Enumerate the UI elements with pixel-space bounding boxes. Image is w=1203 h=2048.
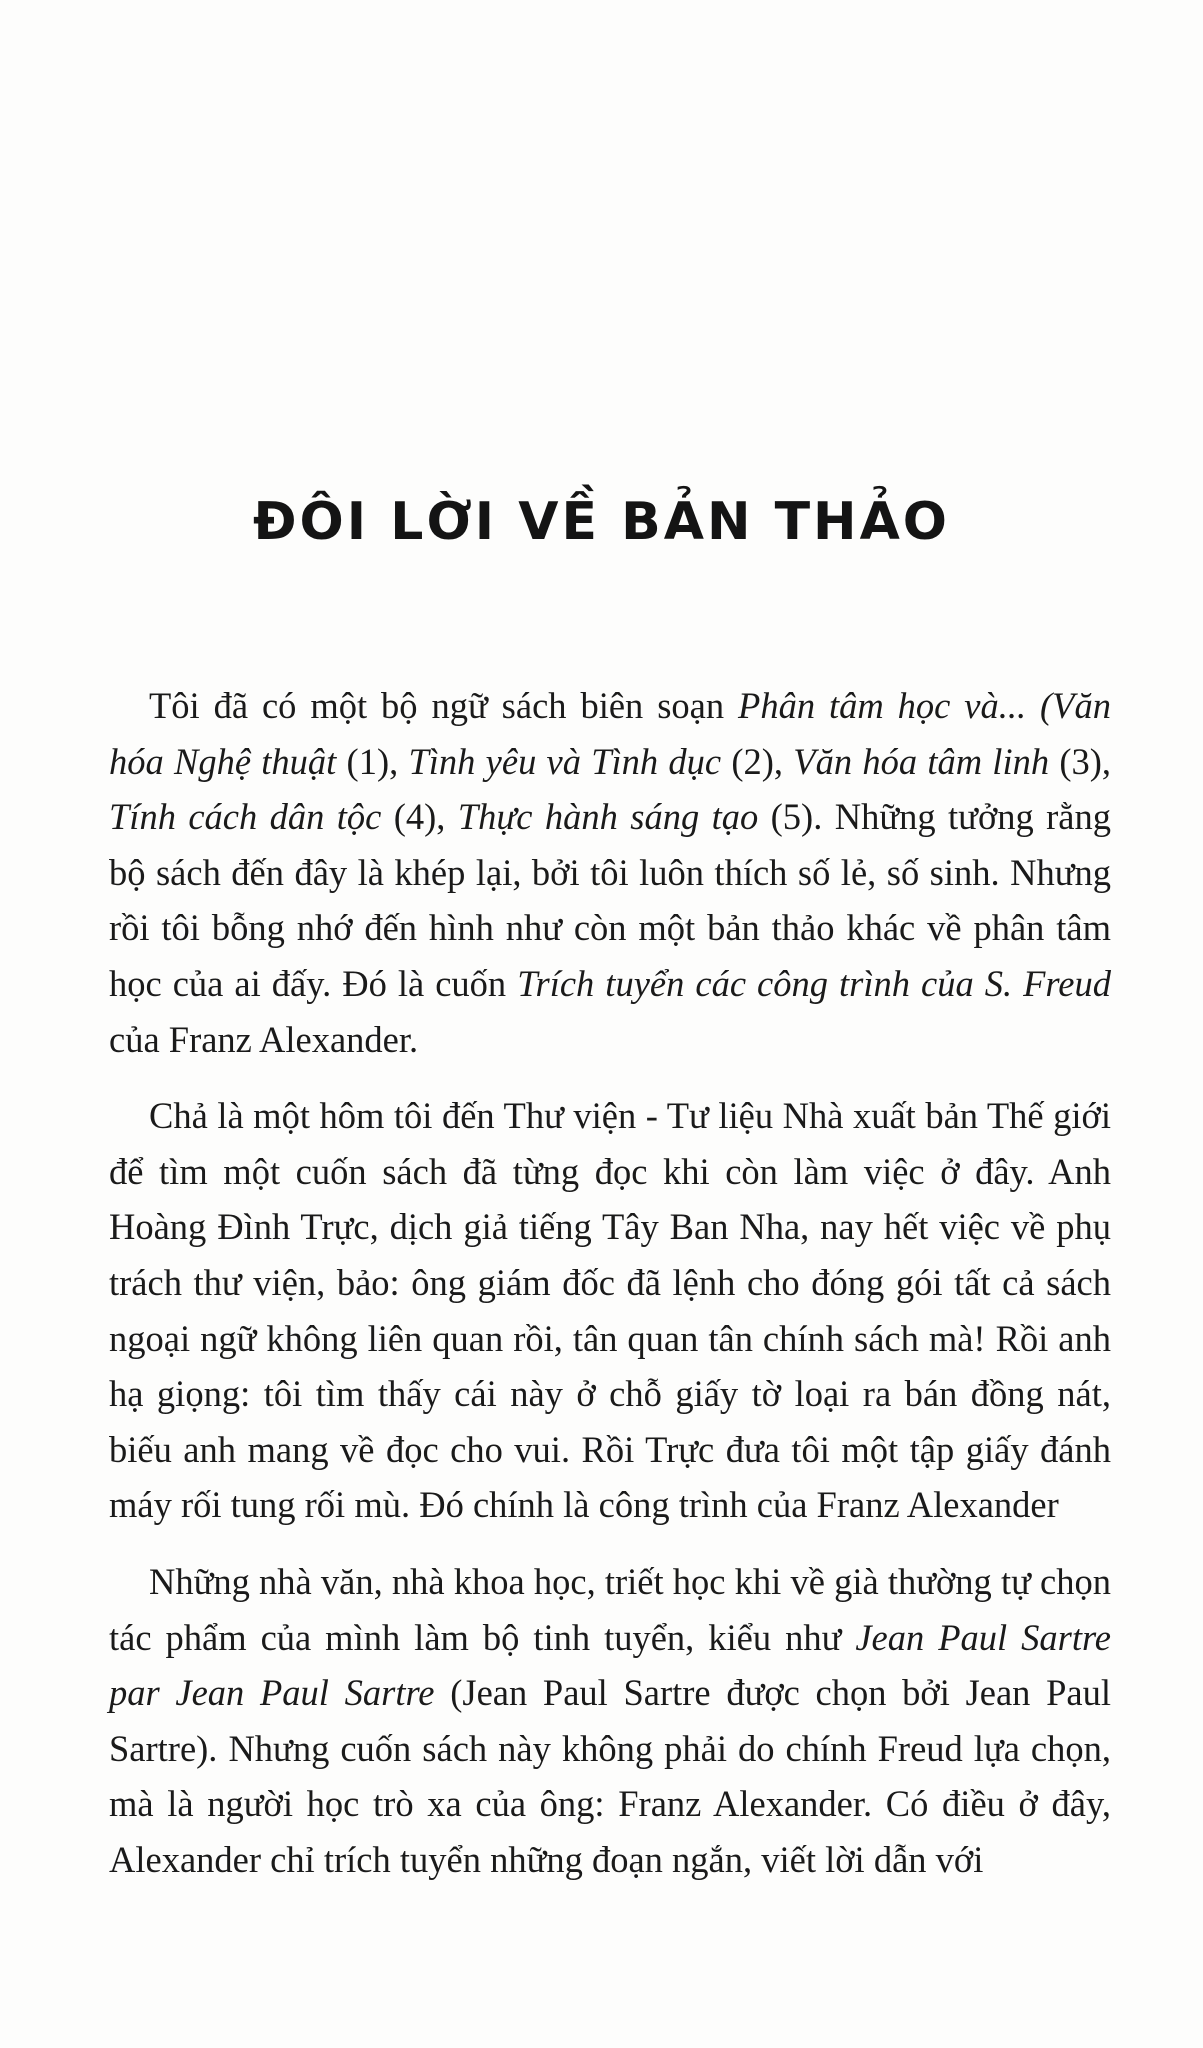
body-text: [109, 678, 1111, 1887]
italic-text-segment: Phân tâm học và... (Văn hóa Nghệ thuật: [109, 685, 1111, 782]
text-segment: (5). Những tưởng rằng bộ sách đến đây là khép lại, bởi tôi luôn thích số lẻ, số sinh. Nhưng rồi tôi bỗng nhớ đến hình như còn một bản thảo khác về phân tâm học của ai đấy. Đó là cuốn: [109, 796, 1111, 1004]
text-segment: Những nhà văn, nhà khoa học, triết học khi về già thường tự chọn tác phẩm của mình làm bộ tinh tuyển, kiểu như: [109, 1560, 1111, 1658]
italic-text-segment: Tính cách dân tộc: [109, 796, 382, 838]
paragraph: [109, 678, 1111, 1067]
text-segment: (4),: [381, 796, 458, 838]
italic-text-segment: Tình yêu và Tình dục: [408, 740, 722, 782]
text-segment: (Jean Paul Sartre được chọn bởi Jean Paul Sartre). Nhưng cuốn sách này không phải do chính Freud lựa chọn, mà là người học trò xa của ông: Franz Alexander. Có điều ở đây, Alexander chỉ trích tuyển những đoạn ngắn, viết lời dẫn với: [109, 1672, 1112, 1880]
text-segment: (3),: [1049, 740, 1112, 782]
text-segment: Tôi đã có một bộ ngữ sách biên soạn: [149, 685, 739, 726]
paragraph: [109, 1554, 1111, 1888]
text-segment: của Franz Alexander.: [109, 1018, 419, 1060]
italic-text-segment: Trích tuyển các công trình của S. Freud: [517, 962, 1111, 1004]
text-segment: Chả là một hôm tôi đến Thư viện - Tư liệu Nhà xuất bản Thế giới để tìm một cuốn sách đã từng đọc khi còn làm việc ở đây. Anh Hoàng Đình Trực, dịch giả tiếng Tây Ban Nha, nay hết việc về phụ trách thư viện, bảo: ông giám đốc đã lệnh cho đóng gói tất cả sách ngoại ngữ không liên quan rồi, tân quan tân chính sách mà! Rồi anh hạ giọng: tôi tìm thấy cái này ở chỗ giấy tờ loại ra bán đồng nát, biếu anh mang về đọc cho vui. Rồi Trực đưa tôi một tập giấy đánh máy rối tung rối mù. Đó chính là công trình của Franz Alexander: [109, 1095, 1111, 1526]
page-title: ĐÔI LỜI VỀ BẢN THẢO: [252, 492, 951, 552]
text-segment: (2),: [721, 740, 794, 782]
text-segment: (1),: [336, 740, 409, 782]
italic-text-segment: Thực hành sáng tạo: [457, 796, 759, 838]
paragraph: [109, 1088, 1111, 1533]
italic-text-segment: Văn hóa tâm linh: [793, 740, 1050, 782]
italic-text-segment: Jean Paul Sartre par Jean Paul Sartre: [109, 1616, 1112, 1714]
